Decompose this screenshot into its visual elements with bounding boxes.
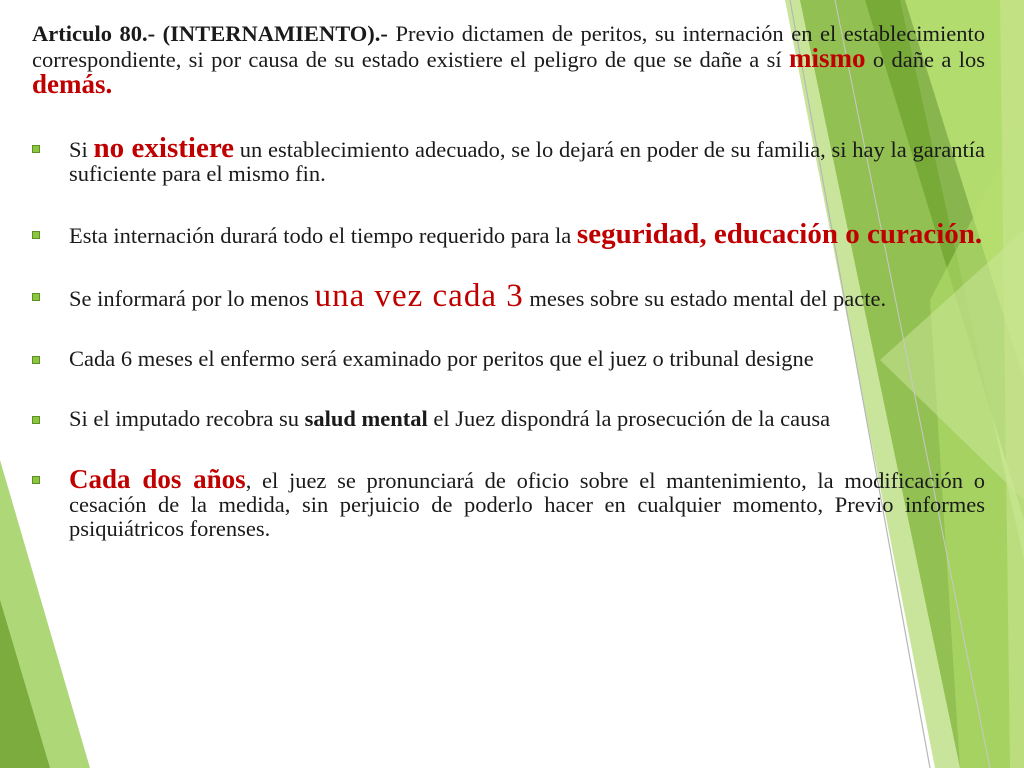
article-highlight-a: mismo: [789, 43, 866, 73]
bullet-item-4: [32, 347, 985, 371]
bullet-list: [32, 132, 985, 541]
bullet-1-pre: Si: [69, 137, 94, 162]
bullet-2-highlight: seguridad, educación o curación.: [576, 218, 983, 250]
article-paragraph: [32, 22, 985, 98]
bullet-2-pre: Esta internación durará todo el tiempo requerido para la: [69, 223, 577, 248]
bullet-6-post: , el juez se pronunciará de oficio sobre el mantenimiento, la modificación o cesación de la medida, sin perjuicio de poderlo hacer en cualquier momento, Previo informes psiquiátricos forenses.: [69, 468, 985, 541]
bullet-item-6: [32, 464, 985, 541]
bullet-5-pre: Si el imputado recobra su: [69, 406, 305, 431]
bullet-item-1: [32, 132, 985, 186]
article-text-a: Previo dictamen de peritos, su internación en el establecimiento correspondiente, si por causa de su estado existiere el peligro de que se dañe a sí: [32, 21, 985, 72]
bullet-4-text: Cada 6 meses el enfermo será examinado por peritos que el juez o tribunal designe: [69, 346, 814, 371]
bullet-6-lead: Cada dos años: [69, 464, 246, 494]
bullet-3-post: meses sobre su estado mental del pacte.: [523, 286, 887, 311]
bullet-3-pre: Se informará por lo menos: [69, 286, 315, 311]
bullet-5-bold: salud mental: [304, 406, 428, 431]
article-heading: Articulo 80.- (INTERNAMIENTO).-: [32, 21, 388, 46]
slide-content: [32, 22, 985, 577]
bullet-3-highlight: una vez cada 3: [314, 278, 524, 314]
bullet-item-2: [32, 218, 985, 250]
article-highlight-b: demás.: [32, 69, 113, 99]
bullet-1-highlight: no existiere: [93, 132, 235, 164]
article-text-b: o dañe a los: [865, 47, 985, 72]
bullet-1-post: un establecimiento adecuado, se lo dejará en poder de su familia, si hay la garantía suficiente para el mismo fin.: [69, 137, 985, 186]
bullet-item-3: [32, 278, 985, 314]
bullet-item-5: [32, 407, 985, 431]
bullet-5-post: el Juez dispondrá la prosecución de la causa: [427, 406, 831, 431]
